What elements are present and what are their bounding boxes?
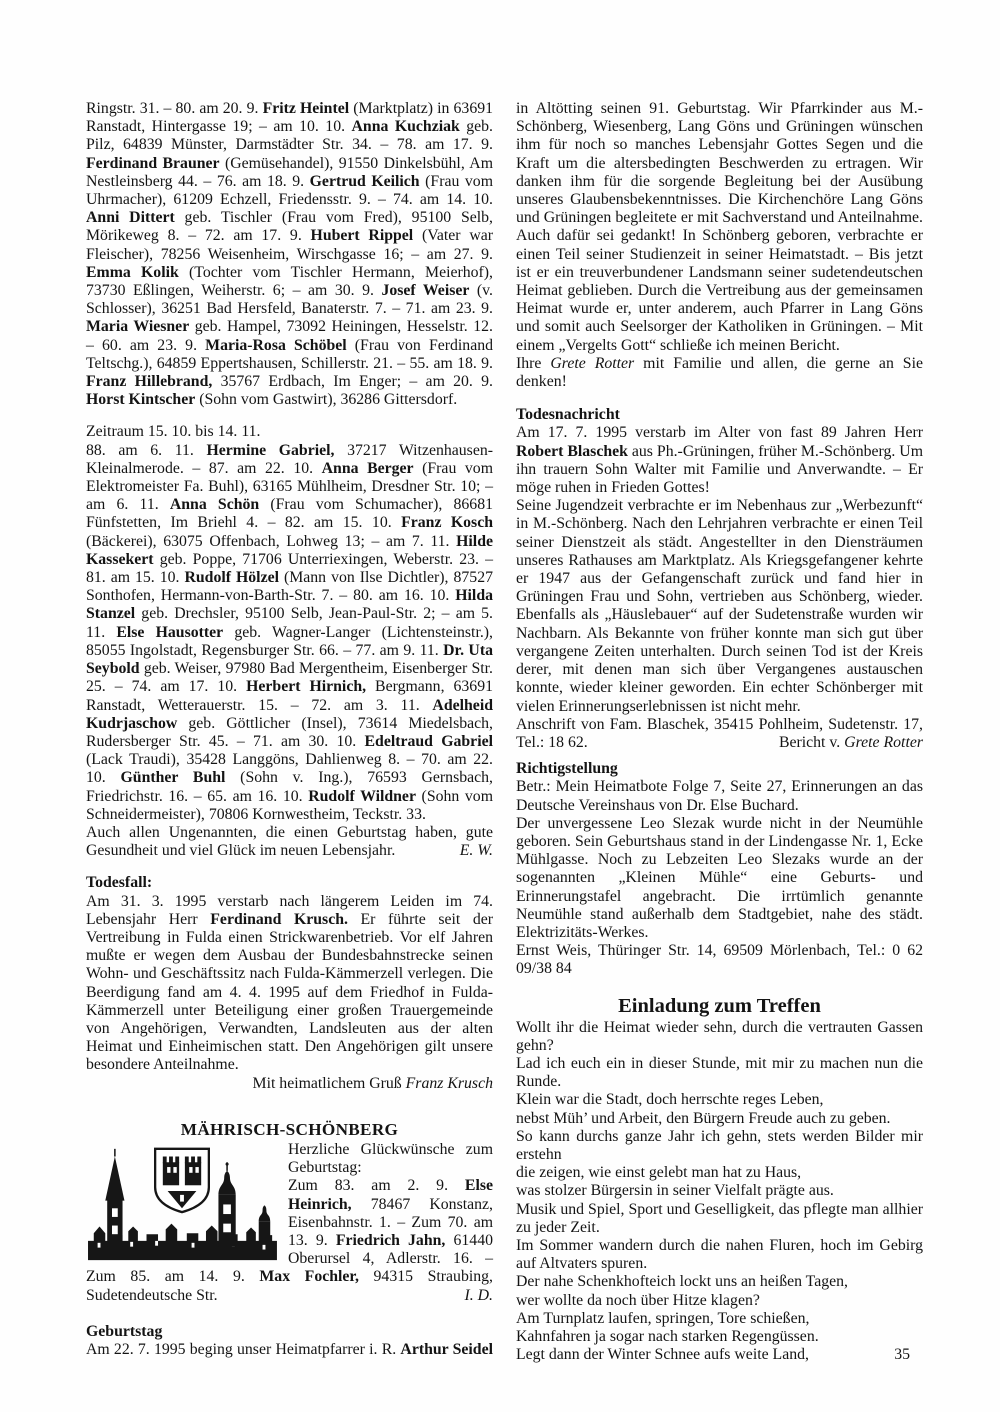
italic-text-run: Grete Rotter [844,733,923,751]
bold-text-run: Arthur Seidel [400,1341,493,1358]
text-run: Einladung zum Treffen [618,994,821,1017]
todesnachricht-paragraph [516,424,923,497]
bold-text-run: Hilde Kassekert [86,532,493,568]
bold-text-run: Herbert Hirnich, [246,678,367,696]
text-run: (Frau vom Elektromeister Fa. Buhl), 63165 Mühlheim, Dresdner Str. 10; – am 6. 11. [86,459,493,514]
text-run: Ihre [516,354,551,372]
geburtstag-heading [86,1323,493,1341]
bold-text-run: Friedrich Jahn, [335,1231,446,1249]
text-run: 61440 Oberursel 4, Adlerstr. 16. – Zum 85. am 14. 9. [86,1231,493,1286]
poem-line [516,1310,923,1328]
text-run: geb. Drechsler, 95100 Selb, Jean-Paul-Str. 2; – am 5. 11. [86,605,493,641]
text-run: Herzliche Glückwünsche zum Geburtstag: [288,1140,493,1177]
text-run: nebst Müh’ und Arbeit, den Bürgern Freude auch zu geben. [516,1109,891,1127]
bold-text-run: Günther Buhl [120,769,226,787]
bold-text-run: Anna Kuchziak [351,118,460,136]
poem-line [516,1055,923,1091]
right-column [516,100,923,1364]
poem-line [516,1328,923,1346]
text-run: Klein war die Stadt, doch herrschte reges Leben, [516,1091,824,1109]
bold-text-run: Dr. Uta Seybold [86,641,493,678]
birthday-list-continuation-paragraph [86,100,493,409]
text-run: Er führte seit der Vertreibung in Fulda einen Strickwarenbetrieb. Vor elf Jahren mußte er wegen dem Ausbau der Bundesbahnstrecke seinen Wohn- und Geschäftssitz nach Fulda-Kämmerzell verlegen. Die Beerdigung fand am 4. 4. 1995 auf dem Friedhof in Fulda-Kämmerzell unter Beteiligung einer großen Trauergemeinde von Angehörigen, Verwandten, Landsleuten aus der alten Heimat und Einheimischen statt. Den Angehörigen gilt unsere besondere Anteilnahme. [86,910,494,1074]
poem-line [516,1019,923,1055]
text-run: Geburtstag [86,1322,163,1340]
text-run: Legt dann der Winter Schnee aufs weite Land, [516,1346,809,1364]
signature-line [86,1075,493,1093]
text-run: was stolzer Bürgersin in seiner Vielfalt prägte aus. [516,1182,834,1200]
bold-text-run: Hermine Gabriel, [206,441,335,459]
poem-line [516,1201,923,1237]
text-run: Am Turnplatz laufen, springen, Tore schießen, [516,1309,810,1327]
text-run: Musik und Spiel, Sport und Geselligkeit, das pflegte man allhier zu jeder Zeit. [516,1200,923,1236]
bold-text-run: Josef Weiser [381,282,470,300]
text-run: aus Ph.-Grüningen, früher M.-Schönberg. Um ihn trauern Sohn Walter mit Familie und Anverwandte. – Er möge ruhen in Frieden Gottes! [516,442,923,497]
text-run: geb. Pilz, 64839 Münster, Darmstädter Str. 34. – 78. am 17. 9. [86,118,493,154]
bold-text-run: Maria Wiesner [86,318,190,336]
bold-text-run: Anni Dittert [86,209,175,227]
text-run: Betr.: Mein Heimatbote Folge 7, Seite 27, Erinnerungen an das Deutsche Vereinshaus von Dr. Else Buchard. [516,778,923,814]
bold-text-run: Adelheid Kudrjaschow [86,696,493,732]
poem-line [516,1091,923,1109]
text-run: in Altötting seinen 91. Geburtstag. Wir Pfarrkinder aus M.-Schönberg, Wiesenberg, Lang Göns und Grüningen wünschen ihm für noch so manches Lebensjahr Gottes Segen und die Kraft um die altersbedingten Beschwerden zu ertragen. Wir danken ihm für die sorgende Begleitung bei der Ausübung unseres Glaubensbekenntnisses. Die Kirchenchöre Lang Göns und Grüningen begleitete er mit Sachverstand und Anteilnahme. Auch dafür sei gedankt! In Schönberg geboren, verbrachte er einen Teil seiner Studienzeit in seiner Heimatstadt. – Bis jetzt ist er ein treuverbundener Landsmann seiner sudetendeutschen Heimat geblieben. Durch die Vertreibung aus der gemeinsamen Heimat wurde er, unter anderem, auch Pfarrer in Lang Göns und somit auch Seelsorger der Katholiken in Grüningen. – Mit einem „Vergelts Gott“ schließe ich meinen Bericht. [516,100,923,354]
text-run [779,734,923,752]
text-run: Kahnfahren ja sogar nach starken Regengüssen. [516,1328,819,1345]
bold-text-run: Robert Blaschek [516,442,628,460]
text-run: Ernst Weis, Thüringer Str. 14, 69509 Mörlenbach, Tel.: 0 62 09/38 84 [516,942,923,978]
text-run: geb. Weiser, 97980 Bad Mergentheim, Eisenberger Str. 25. – 74. am 17. 10. [86,660,493,696]
todesfall-heading [86,874,493,892]
text-run: 78467 Konstanz, Eisenbahnstr. 1. – Zum 70. am 13. 9. [288,1195,493,1249]
bold-text-run: Fritz Heintel [262,100,350,117]
todesnachricht-heading [516,406,923,424]
bold-text-run: Maria-Rosa Schöbel [205,336,347,354]
chapel-small [259,1205,271,1244]
richtigstellung-paragraph [516,815,923,942]
left-column [86,100,493,1364]
bold-text-run: Anna Schön [169,496,260,514]
baroque-tower-right [218,1162,235,1246]
geburtstag-continuation-paragraph [516,100,923,355]
italic-text-run: I. D. [464,1286,493,1304]
richtigstellung-heading [516,760,923,778]
text-run: (Tochter vom Tischler Hermann, Meierhof), 73730 Eßlingen, Weiherstr. 6; – am 30. 9. [86,263,494,300]
text-run: 88. am 6. 11. [86,441,207,459]
text-run: geb. Göttlicher (Insel), 73614 Miedelsbach, Rudersberger Str. 45. – 71. am 30. 10. [86,714,493,750]
text-run: Am 17. 7. 1995 verstarb im Alter von fast 89 Jahren Herr [516,424,923,442]
text-run: Ringstr. 31. – 80. am 20. 9. [86,100,263,117]
text-run: Todesfall: [86,874,153,892]
text-run: Todesnachricht [516,406,620,424]
text-run: mit Familie und allen, die gerne an Sie denken! [516,354,923,391]
bold-text-run: Else Heinrich, [288,1177,493,1213]
todesnachricht-paragraph [516,497,923,715]
text-run: geb. Wagner-Langer (Lichtensteinstr.), 85055 Ingolstadt, Regensburger Str. 66. – 77. am 9. 11. [86,623,493,659]
bold-text-run: Ferdinand Brauner [86,154,220,172]
italic-text-run: E. W. [459,842,493,860]
signature-line [516,355,923,391]
bold-text-run: Hubert Rippel [310,227,414,245]
bold-text-run: Franz Kosch [401,514,493,532]
maehrisch-schoenberg-heading [86,1121,493,1139]
text-run: (Mann von Ilse Dichtler), 87527 Sonthofen, Hermann-von-Barth-Str. 7. – 80. am 16. 10. [86,569,493,605]
bold-text-run: Ferdinand Krusch. [210,910,348,928]
text-run: Am 22. 7. 1995 beging unser Heimatpfarrer i. R. [86,1341,401,1358]
text-run: Am 31. 3. 1995 verstarb nach längerem Leiden im 74. Lebensjahr Herr [86,892,493,928]
bold-text-run: Horst Kintscher [86,391,196,409]
poem-line [516,1237,923,1273]
text-run: (Marktplatz) in 63691 Ranstadt, Hintergasse 19; – am 10. 10. [86,100,494,136]
poem-line [516,1110,923,1128]
text-run: (Frau vom Schumacher), 86681 Fünfstetten, Im Briehl 4. – 82. am 15. 10. [86,496,493,532]
italic-text-run: Franz Krusch [405,1074,493,1092]
bold-text-run: Emma Kolik [86,263,179,281]
text-run: (Sohn vom Gastwirt), 36286 Gittersdorf. [195,391,458,409]
contact-line [516,942,923,978]
geburtstag-paragraph [86,1341,493,1359]
text-run: Der nahe Schenkhofteich lockt uns an heißen Tagen, [516,1273,848,1291]
page-number: 35 [894,1346,910,1363]
birthday-wishes-paragraph [86,824,493,860]
bold-text-run: Rudolf Wildner [308,787,416,805]
text-run: Zeitraum 15. 10. bis 14. 11. [86,423,261,441]
text-run: Wollt ihr die Heimat wieder sehn, durch die vertrauten Gassen gehn? [516,1018,923,1054]
text-run: 35767 Erdbach, Im Enger; – am 20. 9. [212,373,493,391]
text-run: (Sohn vom Schneidermeister), 70806 Kornwestheim, Teckstr. 33. [86,787,493,823]
text-run: Bericht v. [778,733,845,751]
town-silhouette-figure [86,1145,278,1262]
bold-text-run: Else Hausotter [116,623,224,641]
italic-text-run: Grete Rotter [550,354,635,372]
text-run: (Sohn v. Ing.), 76593 Gernsbach, Friedrichstr. 16. – 65. am 16. 10. [86,769,493,805]
text-run: die zeigen, wie einst gelebt man hat zu Haus, [516,1164,802,1182]
text-run: Lad ich euch ein in dieser Stunde, mit mir zu machen nun die Runde. [516,1054,923,1091]
bold-text-run: Gertrud Keilich [309,172,420,190]
poem-line [516,1182,923,1200]
todesfall-paragraph [86,893,493,1075]
poem-line [516,1128,923,1164]
text-run: Seine Jugendzeit verbrachte er im Nebenhaus zur „Werbezunft“ in M.-Schönberg. Nach den Lehrjahren verbrachte er einen Teil seiner Dienstzeit als städt. Angestellter in den Diensträumen unseres Rathauses am Marktplatz. Als Kriegsgefangener kehrte er 1947 aus der Gefangenschaft zurück und fand hier in Grüningen Frau und Sohn, vertrieben aus Schönberg, wieder. Ebenfalls als „Häuslebauer“ auf der Sudetenstraße wurden wir Nachbarn. Als Bekannte von früher konnte man sich gut über vergangene Zeiten unterhalten. Durch seinen Tod ist der Kreis derer, mit denen man sich über Vergangenes austauschen konnte, wieder kleiner geworden. Ein echter Schönberger mit vielen Erinnerungserlebnissen ist nicht mehr. [516,497,923,715]
text-run: geb. Hampel, 73092 Heiningen, Hesselstr. 12. – 60. am 23. 9. [86,318,494,354]
text-run: Auch allen Ungenannten, die einen Geburtstag haben, gute Gesundheit und viel Glück im neuen Lebensjahr. [86,823,493,860]
text-run: Der unvergessene Leo Slezak wurde nicht in der Neumühle geboren. Sein Geburtshaus stand in der Lindengasse Nr. 1, Ecke Mühlgasse. Noch zu Lebzeiten Leo Slezaks wurde an der sogenannten „Kleinen Mühle“ eine Geburts- und Erinnerungstafel angebracht. Die irrtümlich genannte Neumühle stand außerhalb dem Stadtgebiet, nahe des städt. Elektrizitäts-Werkes. [516,814,923,941]
text-run: geb. Poppe, 71706 Unterriexingen, Weberstr. 23. – 81. am 15. 10. [86,550,493,587]
poem-line [516,1346,923,1364]
text-run: (Vater war Fleischer), 78256 Weisenheim, Wirschgasse 16; – am 27. 9. [86,227,493,263]
text-run: Anschrift von Fam. Blaschek, 35415 Pohlheim, Sudetenstr. 17, Tel.: 18 62. [516,715,923,751]
einladung-heading [516,993,923,1019]
text-run: (Frau vom Uhrmacher), 61209 Echzell, Friedensstr. 9. – 74. am 14. 10. [86,172,493,209]
bold-text-run: Edeltraud Gabriel [364,732,493,750]
text-run: (Frau von Ferdinand Teltschg.), 64859 Eppertshausen, Schillerstr. 21. – 55. am 18. 9. [86,336,493,372]
coat-of-arms [155,1149,209,1212]
poem-line [516,1292,923,1310]
text-run: 94315 Straubing, Sudetendeutsche Str. [86,1268,493,1304]
text-run: (Bäckerei), 63075 Offenbach, Lohweg 13; – am 7. 11. [86,532,457,550]
maehrisch-schoenberg-figure-paragraph [86,1141,493,1305]
birthday-list-paragraph [86,442,493,824]
text-run: MÄHRISCH-SCHÖNBERG [180,1119,399,1139]
text-run: (v. Schlosser), 36251 Bad Hersfeld, Banaterstr. 7. – 71. am 23. 9. [86,282,493,318]
text-run: wer wollte da noch über Hitze klagen? [516,1291,760,1309]
bold-text-run: Rudolf Hölzel [184,569,279,587]
poem-line [516,1164,923,1182]
address-line [516,716,923,752]
text-run: Im Sommer wandern durch die nahen Fluren, hoch im Gebirg auf Altvaters spuren. [516,1236,923,1273]
text-run: Bergmann, 63691 Ranstadt, Wetterauerstr. 15. – 72. am 3. 11. [86,678,494,714]
betreff-paragraph [516,778,923,814]
bold-text-run: Franz Hillebrand, [86,373,213,391]
bold-text-run: Hilda Stanzel [86,587,493,623]
text-run: (Gemüsehandel), 91550 Dinkelsbühl, Am Nestleinsberg 44. – 76. am 18. 9. [86,154,493,190]
poem-line [516,1273,923,1291]
text-run: 37217 Witzenhausen-Kleinalmerode. – 87. am 22. 10. [86,441,493,477]
text-run: geb. Tischler (Frau vom Fred), 95100 Selb, Mörikeweg 8. – 72. am 17. 9. [86,209,493,245]
zeitraum-line [86,423,493,441]
text-run: So kann durchs ganze Jahr ich gehn, stets werden Bilder mir erstehn [516,1127,923,1163]
text-run: Richtigstellung [516,760,618,778]
bold-text-run: Anna Berger [321,459,414,477]
church-tower-left [105,1149,124,1247]
bold-text-run: Max Fochler, [259,1268,359,1286]
text-run: (Lack Traudi), 35428 Langgöns, Dahlienweg 8. – 70. am 22. 10. [86,751,493,787]
text-run: Mit heimatlichem Gruß [252,1074,406,1092]
text-run: Zum 83. am 2. 9. [288,1177,465,1195]
